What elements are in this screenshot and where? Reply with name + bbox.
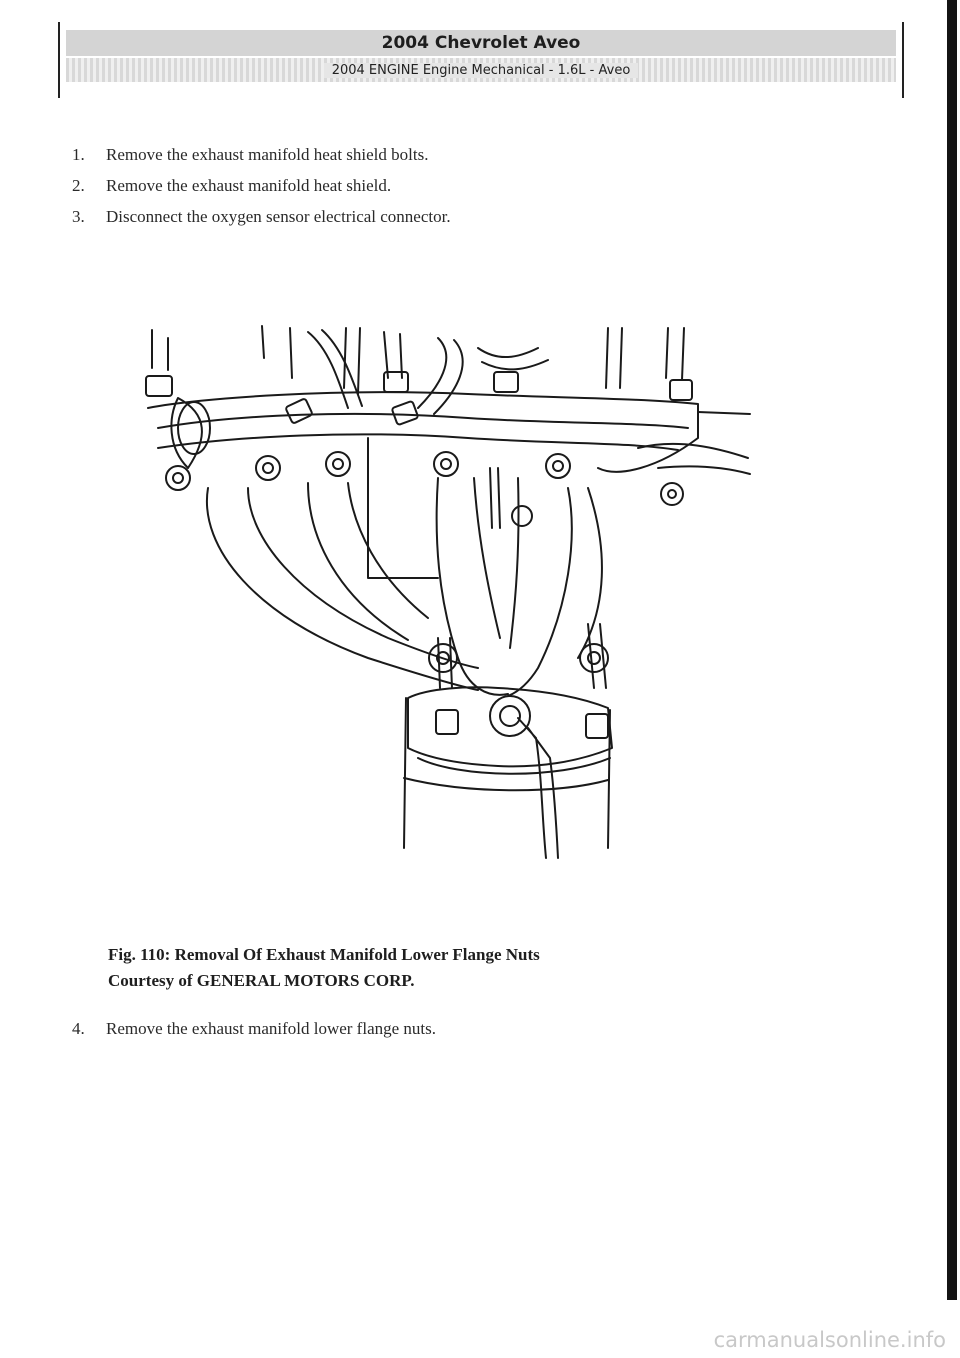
step-text: Remove the exhaust manifold lower flange nuts.	[106, 1019, 436, 1038]
runner-pipes	[207, 438, 602, 696]
step-text: Remove the exhaust manifold heat shield bolts.	[106, 145, 429, 164]
step-1	[72, 144, 428, 166]
document-subtitle: 2004 ENGINE Engine Mechanical - 1.6L - Aveo	[324, 63, 639, 78]
document-subtitle-bar	[66, 58, 896, 82]
step-text: Remove the exhaust manifold heat shield.	[106, 176, 392, 195]
step-2	[72, 175, 391, 197]
step-number: 3.	[72, 207, 85, 226]
upper-tubes	[152, 326, 684, 414]
step-number: 1.	[72, 145, 85, 164]
exhaust-manifold-illustration	[138, 318, 758, 878]
lower-flange	[408, 687, 612, 773]
oxygen-sensor-lead	[518, 718, 558, 858]
manifold-flange	[148, 392, 750, 474]
step-number: 4.	[72, 1019, 85, 1038]
document-header	[58, 22, 904, 98]
site-watermark: carmanualsonline.info	[713, 1328, 946, 1352]
step-text: Disconnect the oxygen sensor electrical connector.	[106, 207, 451, 226]
step-4	[72, 1018, 436, 1040]
step-3	[72, 206, 451, 228]
figure-caption-title: Fig. 110: Removal Of Exhaust Manifold Lower Flange Nuts	[108, 945, 540, 964]
figure-caption-credit: Courtesy of GENERAL MOTORS CORP.	[108, 971, 415, 990]
document-title: 2004 Chevrolet Aveo	[66, 30, 896, 56]
flange-bolts	[166, 452, 683, 505]
figure-caption	[108, 942, 540, 994]
step-number: 2.	[72, 176, 85, 195]
page-edge-rule	[947, 0, 957, 1300]
